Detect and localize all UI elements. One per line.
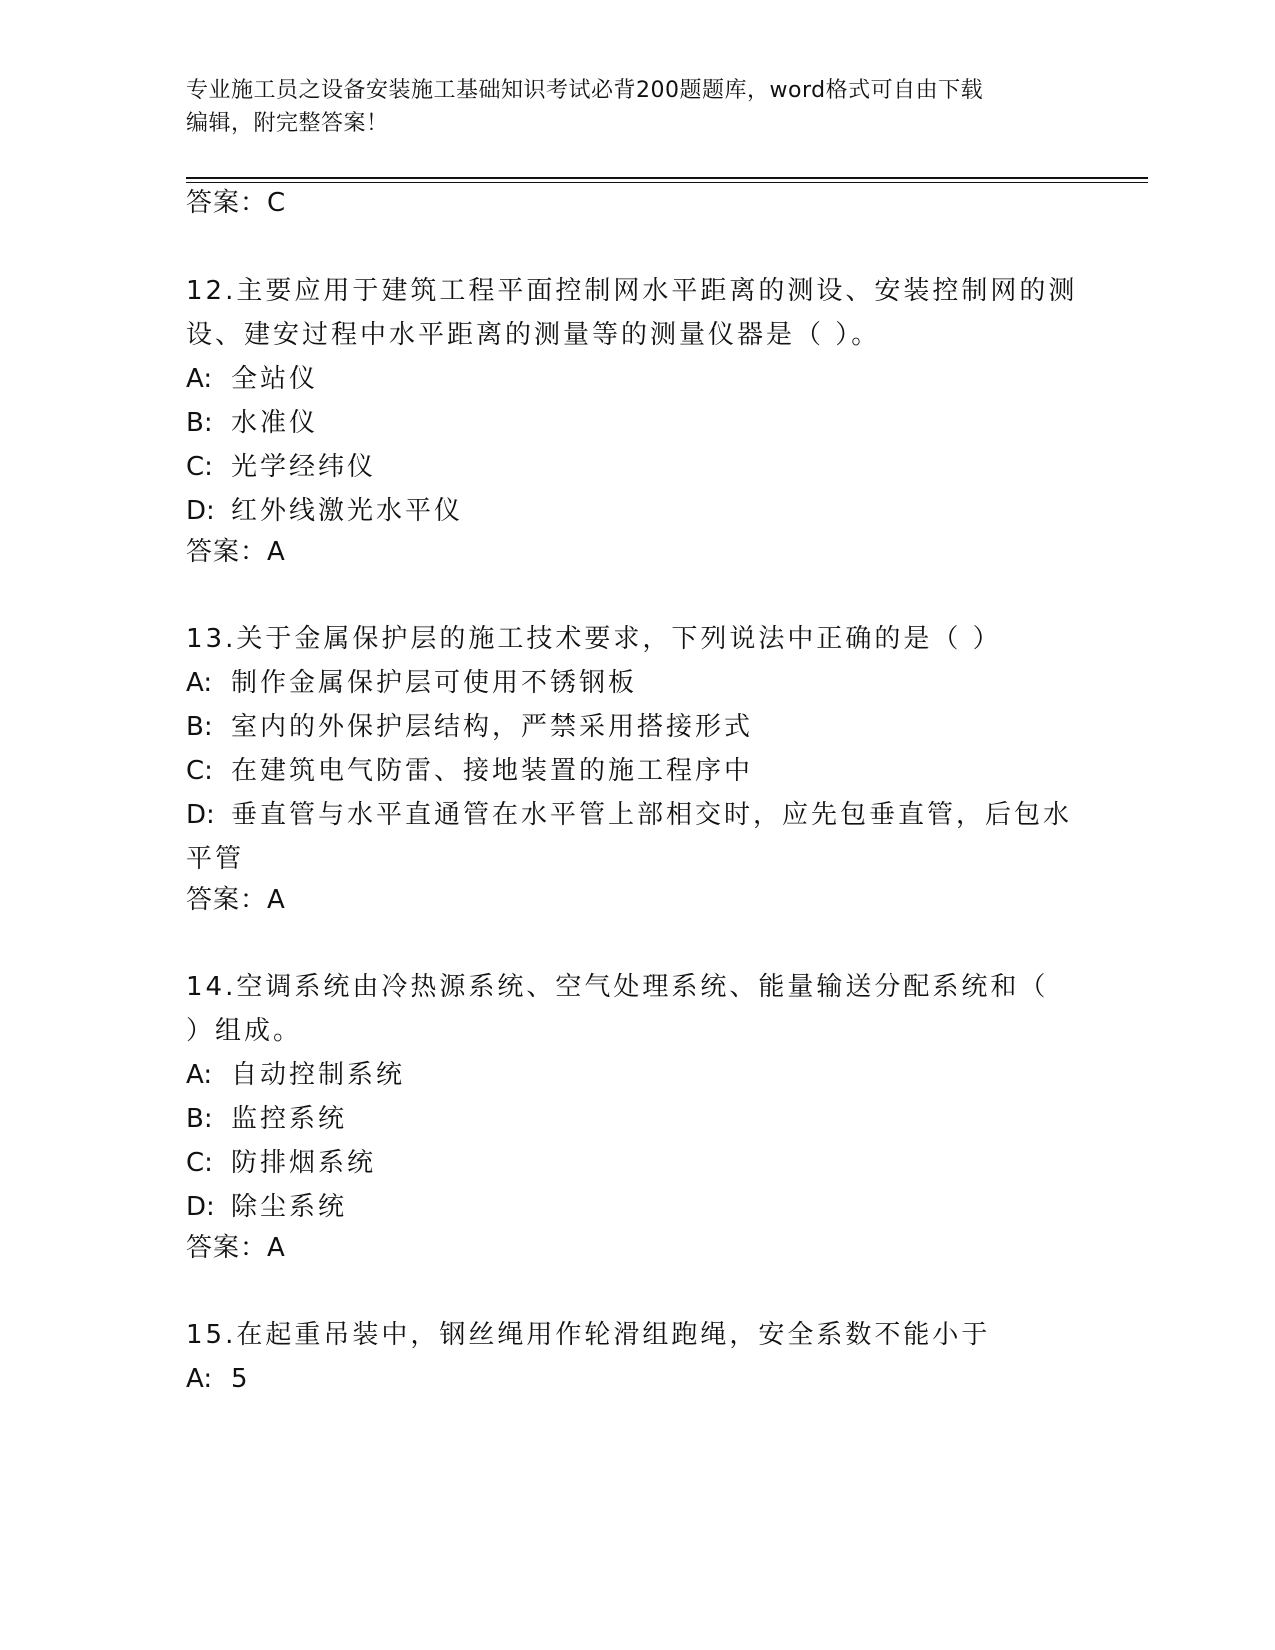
option-text: 除尘系统 <box>231 1192 348 1222</box>
question-13-text-line-1: 13.关于金属保护层的施工技术要求，下列说法中正确的是（ ） <box>186 624 1002 654</box>
option-key: A: <box>186 668 213 698</box>
option-text: 自动控制系统 <box>231 1060 406 1090</box>
question-12-option-a <box>186 357 1086 401</box>
question-15 <box>186 1313 1086 1401</box>
question-12-option-b <box>186 401 1086 445</box>
header-divider-thin <box>186 182 1148 183</box>
page-header <box>186 74 1066 140</box>
option-text: 监控系统 <box>231 1104 348 1134</box>
question-14-text-line-2: ）组成。 <box>186 1016 303 1046</box>
option-text: 光学经纬仪 <box>231 452 377 482</box>
question-13-option-b <box>186 705 1086 749</box>
option-key: C: <box>186 1148 213 1178</box>
option-text: 水准仪 <box>231 408 319 438</box>
option-text: 全站仪 <box>231 364 319 394</box>
answer-prev: 答案：C <box>186 188 287 218</box>
header-divider <box>186 177 1148 179</box>
question-13-option-a <box>186 661 1086 705</box>
header-title-line-1: 专业施工员之设备安装施工基础知识考试必背200题题库，word格式可自由下载 <box>186 78 984 103</box>
question-12-answer: 答案：A <box>186 537 286 567</box>
question-12-option-d <box>186 489 1086 533</box>
question-12-option-c <box>186 445 1086 489</box>
option-key: C: <box>186 452 213 482</box>
option-key: B: <box>186 408 213 438</box>
question-13 <box>186 617 1086 881</box>
question-14-answer: 答案：A <box>186 1233 286 1263</box>
question-13-option-d-continuation: 平管 <box>186 844 245 874</box>
option-key: D: <box>186 496 215 526</box>
option-text: 制作金属保护层可使用不锈钢板 <box>231 668 638 698</box>
option-key: B: <box>186 712 213 742</box>
option-key: D: <box>186 1192 215 1222</box>
question-15-text-line-1: 15.在起重吊装中，钢丝绳用作轮滑组跑绳，安全系数不能小于 <box>186 1320 991 1350</box>
question-12-text-line-1: 12.主要应用于建筑工程平面控制网水平距离的测设、安装控制网的测 <box>186 276 1078 306</box>
option-text: 在建筑电气防雷、接地装置的施工程序中 <box>231 756 754 786</box>
question-12 <box>186 269 1086 533</box>
option-text: 5 <box>231 1364 251 1394</box>
option-text: 红外线激光水平仪 <box>231 496 464 526</box>
option-key: A: <box>186 1060 213 1090</box>
question-13-answer: 答案：A <box>186 885 286 915</box>
option-text: 室内的外保护层结构，严禁采用搭接形式 <box>231 712 754 742</box>
option-text: 防排烟系统 <box>231 1148 377 1178</box>
option-key: A: <box>186 1364 213 1394</box>
question-14 <box>186 965 1086 1229</box>
question-14-option-d <box>186 1185 1086 1229</box>
question-12-text-line-2: 设、建安过程中水平距离的测量等的测量仪器是（ ）。 <box>186 320 881 350</box>
option-text: 垂直管与水平直通管在水平管上部相交时，应先包垂直管，后包水 <box>231 800 1073 830</box>
question-13-option-d <box>186 793 1086 837</box>
question-13-option-c <box>186 749 1086 793</box>
question-14-option-b <box>186 1097 1086 1141</box>
option-key: A: <box>186 364 213 394</box>
question-14-option-a <box>186 1053 1086 1097</box>
question-15-option-a <box>186 1357 1086 1401</box>
option-key: C: <box>186 756 213 786</box>
question-14-option-c <box>186 1141 1086 1185</box>
question-14-text-line-1: 14.空调系统由冷热源系统、空气处理系统、能量输送分配系统和（ <box>186 972 1049 1002</box>
header-title-line-2: 编辑，附完整答案！ <box>186 111 389 136</box>
option-key: B: <box>186 1104 213 1134</box>
option-key: D: <box>186 800 215 830</box>
